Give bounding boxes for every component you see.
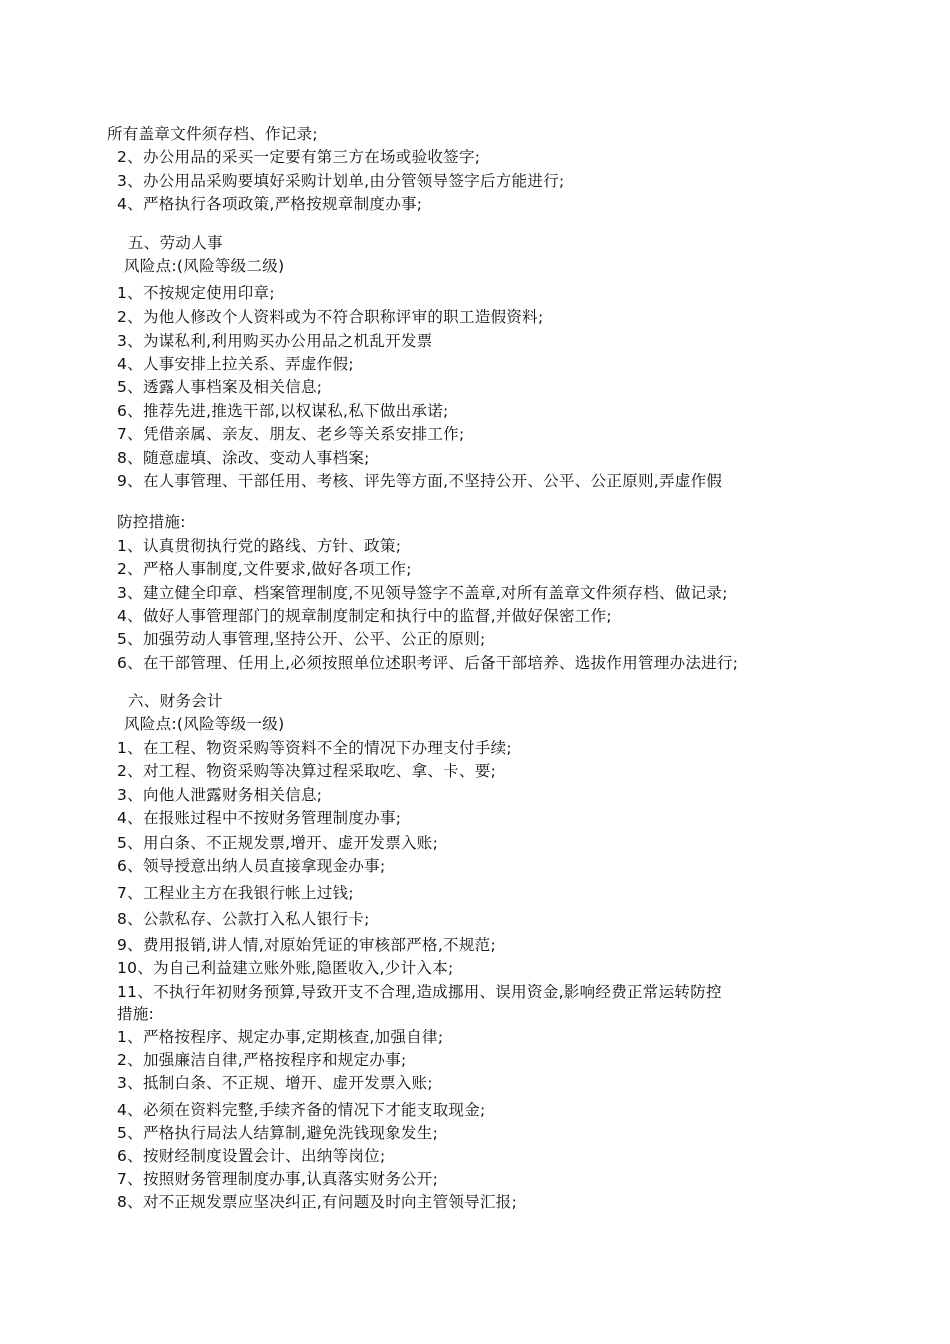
text-line: 6、领导授意出纳人员直接拿现金办事; xyxy=(117,857,386,875)
text-line: 3、为谋私利,利用购买办公用品之机乱开发票 xyxy=(117,332,433,350)
text-line: 9、费用报销,讲人情,对原始凭证的审核部严格,不规范; xyxy=(117,936,496,954)
text-line: 3、向他人泄露财务相关信息; xyxy=(117,786,323,804)
text-line: 7、凭借亲属、亲友、朋友、老乡等关系安排工作; xyxy=(117,425,465,443)
text-line: 3、建立健全印章、档案管理制度,不见领导签字不盖章,对所有盖章文件须存档、做记录; xyxy=(117,584,728,602)
text-line: 3、办公用品采购要填好采购计划单,由分管领导签字后方能进行; xyxy=(117,172,565,190)
text-line: 9、在人事管理、干部任用、考核、评先等方面,不坚持公开、公平、公正原则,弄虚作假 xyxy=(117,472,723,490)
text-line: 8、公款私存、公款打入私人银行卡; xyxy=(117,910,370,928)
text-line: 4、在报账过程中不按财务管理制度办事; xyxy=(117,809,402,827)
text-line: 7、工程业主方在我银行帐上过钱; xyxy=(117,884,354,902)
text-line: 5、加强劳动人事管理,坚持公开、公平、公正的原则; xyxy=(117,630,486,648)
text-line: 2、严格人事制度,文件要求,做好各项工作; xyxy=(117,560,412,578)
risk-level-heading: 风险点:(风险等级一级) xyxy=(124,715,285,733)
text-line: 措施: xyxy=(117,1005,155,1023)
text-line: 1、在工程、物资采购等资料不全的情况下办理支付手续; xyxy=(117,739,512,757)
text-line: 11、不执行年初财务预算,导致开支不合理,造成挪用、误用资金,影响经费正常运转防控 xyxy=(117,983,722,1001)
text-line: 8、对不正规发票应坚决纠正,有问题及时向主管领导汇报; xyxy=(117,1193,518,1211)
text-line: 8、随意虚填、涂改、变动人事档案; xyxy=(117,449,370,467)
text-line: 所有盖章文件须存档、作记录; xyxy=(107,125,318,143)
measures-heading: 防控措施: xyxy=(117,513,186,531)
section-heading: 六、财务会计 xyxy=(128,692,223,710)
text-line: 5、严格执行局法人结算制,避免洗钱现象发生; xyxy=(117,1124,439,1142)
text-line: 1、严格按程序、规定办事,定期核查,加强自律; xyxy=(117,1028,444,1046)
text-line: 4、做好人事管理部门的规章制度制定和执行中的监督,并做好保密工作; xyxy=(117,607,612,625)
risk-level-heading: 风险点:(风险等级二级) xyxy=(124,257,285,275)
text-line: 5、透露人事档案及相关信息; xyxy=(117,378,323,396)
text-line: 2、加强廉洁自律,严格按程序和规定办事; xyxy=(117,1051,407,1069)
text-line: 6、按财经制度设置会计、出纳等岗位; xyxy=(117,1147,386,1165)
text-line: 4、人事安排上拉关系、弄虚作假; xyxy=(117,355,354,373)
text-line: 10、为自己利益建立账外账,隐匿收入,少计入本; xyxy=(117,959,454,977)
text-line: 6、推荐先进,推选干部,以权谋私,私下做出承诺; xyxy=(117,402,449,420)
text-line: 2、办公用品的采买一定要有第三方在场或验收签字; xyxy=(117,148,481,166)
text-line: 5、用白条、不正规发票,增开、虚开发票入账; xyxy=(117,834,439,852)
text-line: 2、对工程、物资采购等决算过程采取吃、拿、卡、要; xyxy=(117,762,497,780)
text-line: 1、认真贯彻执行党的路线、方针、政策; xyxy=(117,537,402,555)
text-line: 4、必须在资料完整,手续齐备的情况下才能支取现金; xyxy=(117,1101,486,1119)
text-line: 7、按照财务管理制度办事,认真落实财务公开; xyxy=(117,1170,439,1188)
text-line: 1、不按规定使用印章; xyxy=(117,284,275,302)
text-line: 2、为他人修改个人资料或为不符合职称评审的职工造假资料; xyxy=(117,308,544,326)
text-line: 4、严格执行各项政策,严格按规章制度办事; xyxy=(117,195,423,213)
text-line: 3、抵制白条、不正规、增开、虚开发票入账; xyxy=(117,1074,433,1092)
text-line: 6、在干部管理、任用上,必须按照单位述职考评、后备干部培养、选拔作用管理办法进行; xyxy=(117,654,739,672)
section-heading: 五、劳动人事 xyxy=(128,234,223,252)
